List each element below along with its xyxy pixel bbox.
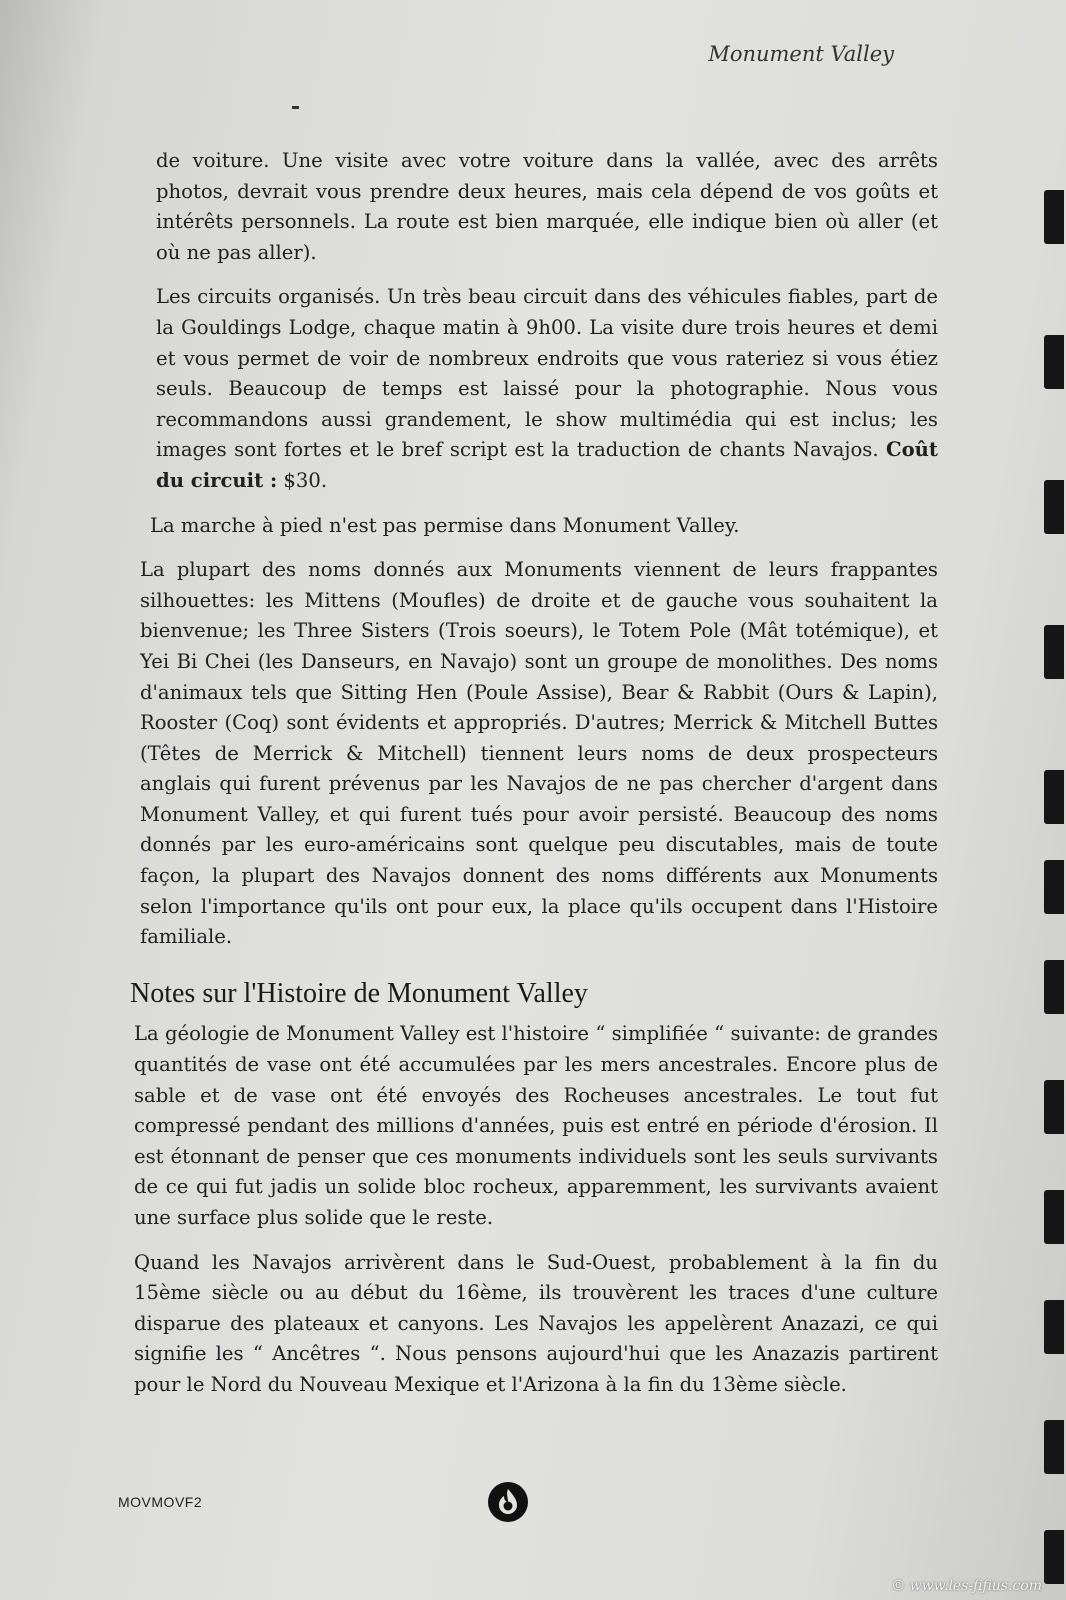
binding-ring (1044, 1080, 1064, 1134)
photo-watermark: © www.les-fifius.com (891, 1578, 1042, 1594)
binding-ring (1044, 960, 1064, 1014)
tour-cost-value: $30. (277, 468, 328, 492)
binding-ring (1044, 1300, 1064, 1354)
spiral-binding (1034, 0, 1066, 1600)
paragraph-geology: La géologie de Monument Valley est l'histoire “ simplifiée “ suivante: de grandes quantités de vase ont été accumulées par les mers ancestrales. Encore plus de sable et de vase ont été envoyés des Rocheuses ancestrales. Le tout fut compressé pendant des millions d'années, puis est entré en période d'érosion. Il est étonnant de penser que ces monuments individuels sont les seuls survivants de ce qui fut jadis un solide bloc rocheux, apparemment, les survivants avaient une surface plus solide que le reste. (134, 1022, 938, 1229)
paragraph-monument-names: La plupart des noms donnés aux Monuments viennent de leurs frappantes silhouettes: les Mittens (Moufles) de droite et de gauche vous souhaitent la bienvenue; les Three Sisters (Trois soeurs), le Totem Pole (Mât totémique), et Yei Bi Chei (les Danseurs, en Navajo) sont un groupe de monolithes. Des noms d'animaux tels que Sitting Hen (Poule Assise), Bear & Rabbit (Ours & Lapin), Rooster (Coq) sont évidents et appropriés. D'autres; Merrick & Mitchell Buttes (Têtes de Merrick & Mitchell) tiennent leurs noms de deux prospecteurs anglais qui furent prévenus par les Navajos de ne pas chercher d'argent dans Monument Valley, et qui furent tués pour avoir persisté. Beaucoup des noms donnés par les euro-américains sont quelque peu discutables, mais de toute façon, la plupart des Navajos donnent des noms différents aux Monuments selon l'importance qu'ils ont pour eux, la place qu'ils occupent dans l'Histoire familiale. (140, 558, 938, 949)
paragraph-visit-by-car: de voiture. Une visite avec votre voiture dans la vallée, avec des arrêts photos, devrait vous prendre deux heures, mais cela dépend de vos goûts et intérêts personnels. La route est bien marquée, elle indique bien où aller (et où ne pas aller). (156, 149, 938, 264)
binding-ring (1044, 860, 1064, 914)
running-header: Monument Valley (708, 42, 894, 66)
binding-ring (1044, 335, 1064, 389)
footer-code: MOVMOVF2 (118, 1494, 203, 1510)
paragraph-navajo-history: Quand les Navajos arrivèrent dans le Sud-Ouest, probablement à la fin du 15ème siècle ou au début du 16ème, ils trouvèrent les traces d'une culture disparue des plateaux et canyons. Les Navajos les appelèrent Anazazi, ce qui signifie les “ Ancêtres “. Nous pensons aujourd'hui que les Anazazis partirent pour le Nord du Nouveau Mexique et l'Arizona à la fin du 13ème siècle. (134, 1250, 938, 1396)
binding-ring (1044, 625, 1064, 679)
tour-cost-label: Coût du circuit : (156, 438, 938, 492)
binding-ring (1044, 190, 1064, 244)
binding-ring (1044, 770, 1064, 824)
print-mark (292, 106, 299, 109)
binding-ring (1044, 1530, 1064, 1584)
binding-ring (1044, 480, 1064, 534)
binding-ring (1044, 1420, 1064, 1474)
flame-circle-icon (486, 1480, 530, 1524)
paragraph-organized-tours (156, 282, 938, 496)
section-heading: Notes sur l'Histoire de Monument Valley (130, 977, 588, 1009)
binding-ring (1044, 1190, 1064, 1244)
page-body (126, 146, 938, 1415)
tours-text: Les circuits organisés. Un très beau circuit dans des véhicules fiables, part de la Gouldings Lodge, chaque matin à 9h00. La visite dure trois heures et demi et vous permet de voir de nombreux endroits que vous rateriez si vous étiez seuls. Beaucoup de temps est laissé pour la photographie. Nous vous recommandons aussi grandement, le show multimédia qui est inclus; les images sont fortes et le bref script est la traduction de chants Navajos. (156, 285, 938, 462)
paragraph-hiking: La marche à pied n'est pas permise dans Monument Valley. (150, 513, 740, 537)
